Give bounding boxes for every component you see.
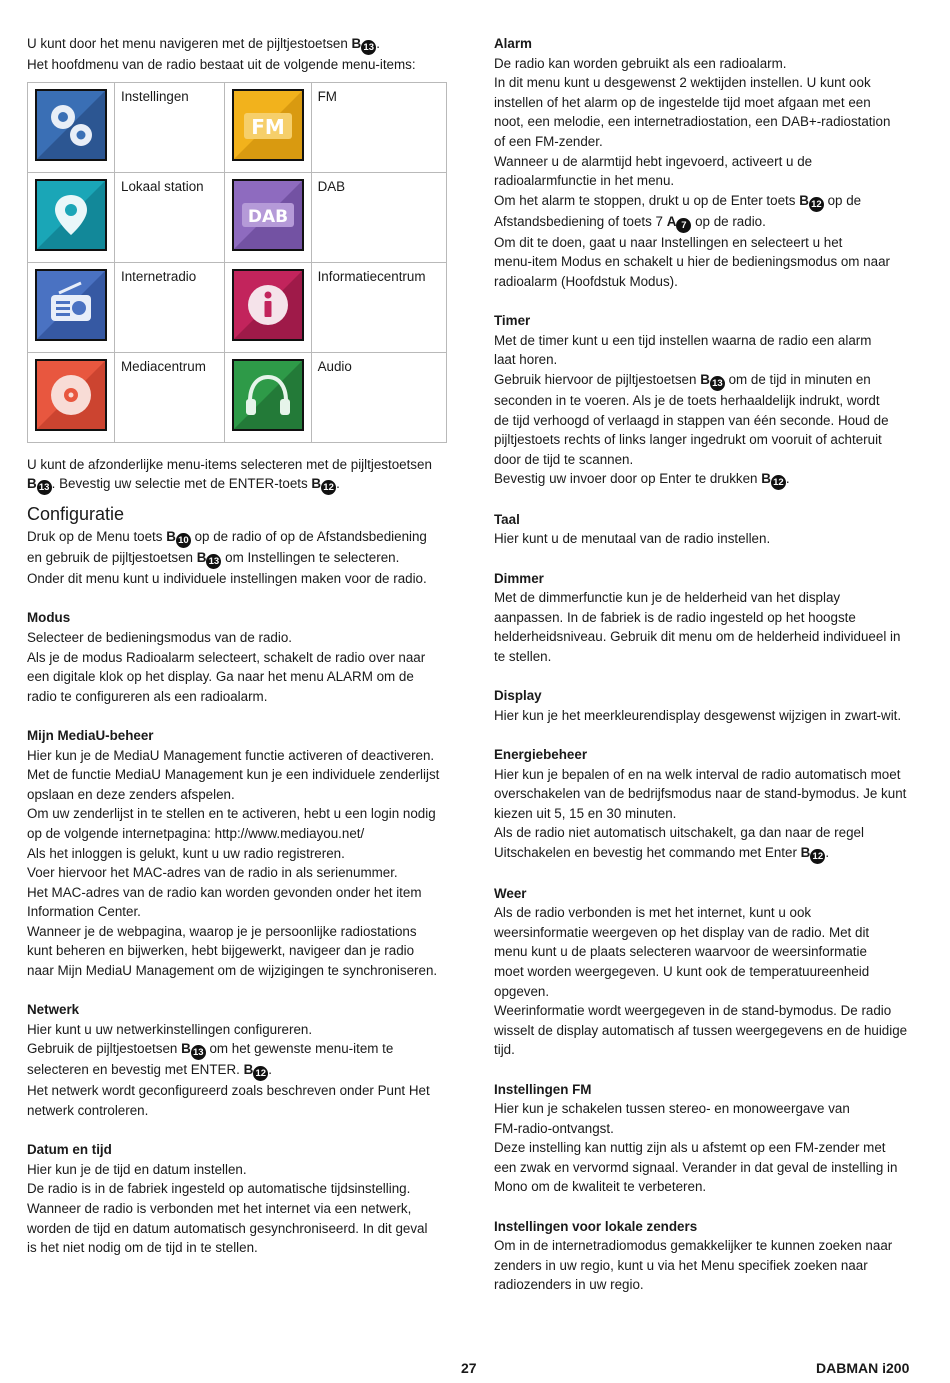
energiebeheer-line: Hier kun je bepalen of en na welk interval de radio automatisch moet bbox=[494, 766, 901, 782]
timer-line-1: Met de timer kunt u een tijd instellen waarna de radio een alarm bbox=[494, 332, 872, 348]
svg-text:FM: FM bbox=[250, 114, 285, 139]
mediau-line: Met de functie MediaU Management kun je een individuele zenderlijst bbox=[27, 767, 440, 783]
weer-line: tijd. bbox=[494, 1042, 515, 1058]
instellingen-fm-line: Hier kun je schakelen tussen stereo- en monoweergave van bbox=[494, 1101, 850, 1117]
instellingen-fm-heading: Instellingen FM bbox=[494, 1081, 592, 1097]
datum-tijd-line: is het niet nodig om de tijd in te stellen. bbox=[27, 1240, 258, 1256]
alarm-line: menu-item Modus en schakelt u hier de bedieningsmodus om naar bbox=[494, 254, 890, 270]
energiebeheer-heading: Energiebeheer bbox=[494, 747, 588, 762]
svg-text:DAB: DAB bbox=[247, 206, 288, 227]
key-13-badge: 13 bbox=[37, 480, 52, 495]
alarm-line: Wanneer u de alarmtijd hebt ingevoerd, activeert u de bbox=[494, 153, 813, 169]
menu-label-fm: FM bbox=[311, 82, 446, 172]
mediau-heading: Mijn MediaU-beheer bbox=[27, 727, 154, 743]
netwerk-line-1: Hier kunt u uw netwerkinstellingen configureren. bbox=[27, 1021, 313, 1037]
mediau-line: kunt beheren en bijwerken, hebt bijgewerkt, navigeer dan je radio bbox=[27, 943, 415, 959]
right-column bbox=[494, 34, 918, 1295]
menu-label-internetradio: Internetradio bbox=[115, 262, 225, 352]
display-heading: Display bbox=[494, 688, 542, 704]
netwerk-line-4: Het netwerk wordt geconfigureerd zoals beschreven onder Punt Het bbox=[27, 1083, 430, 1099]
weer-heading: Weer bbox=[494, 885, 527, 901]
energiebeheer-line: kiezen uit 5, 15 en 30 minuten. bbox=[494, 805, 677, 821]
radio-icon bbox=[35, 269, 107, 341]
datum-tijd-line: Hier kun je de tijd en datum instellen. bbox=[27, 1161, 247, 1177]
datum-tijd-line: Wanneer de radio is verbonden met het internet via een netwerk, bbox=[27, 1201, 412, 1216]
fm-radio-icon bbox=[232, 89, 304, 161]
instellingen-fm-line: Deze instelling kan nuttig zijn als u afstemt op een FM-zender met bbox=[494, 1140, 886, 1156]
weer-line: wisselt de display automatisch af tussen weergegevens en de huidige bbox=[494, 1022, 908, 1038]
dimmer-line: te stellen. bbox=[494, 649, 552, 665]
after-table-line-2: B 13 . Bevestig uw selectie met de ENTER-toets B 12 . bbox=[27, 476, 340, 494]
dimmer-line: helderheidsniveau. Gebruik dit menu om de helderheid individueel in bbox=[494, 629, 901, 645]
disc-icon bbox=[35, 359, 107, 431]
key-12-badge: 12 bbox=[771, 475, 786, 490]
alarm-line: noot, een melodie, een internetradiostation, een DAB+-radiostation bbox=[494, 114, 891, 130]
timer-last-line: Bevestig uw invoer door op Enter te drukken B 12 . bbox=[494, 471, 790, 489]
left-column bbox=[27, 34, 447, 1258]
weer-line: menu kunt u de plaats selecteren waarvoor de weersinformatie bbox=[494, 944, 867, 960]
key-13-badge: 13 bbox=[206, 554, 221, 569]
lokale-zenders-line: zenders in uw regio, kunt u via het Menu specifiek zoeken naar bbox=[494, 1257, 868, 1273]
alarm-stop-line-1: Om het alarm te stoppen, drukt u op de Enter toets B 12 op de bbox=[494, 192, 862, 210]
main-menu-table bbox=[27, 82, 447, 443]
key-7-badge: 7 bbox=[676, 218, 691, 233]
mediau-line: Om uw zenderlijst in te stellen en te activeren, hebt u een login nodig bbox=[27, 806, 436, 822]
dimmer-heading: Dimmer bbox=[494, 570, 544, 586]
mediau-line: Hier kun je de MediaU Management functie activeren of deactiveren. bbox=[27, 747, 435, 763]
alarm-heading: Alarm bbox=[494, 36, 532, 51]
alarm-line: radioalarmfunctie in het menu. bbox=[494, 173, 675, 189]
key-12-badge: 12 bbox=[321, 480, 336, 495]
mediau-line: Als het inloggen is gelukt, kunt u uw radio registreren. bbox=[27, 845, 345, 861]
menu-label-lokaal-station: Lokaal station bbox=[115, 172, 225, 262]
modus-line-2: Als je de modus Radioalarm selecteert, schakelt de radio over naar bbox=[27, 649, 426, 665]
lokale-zenders-line: Om in de internetradiomodus gemakkelijker te kunnen zoeken naar bbox=[494, 1238, 893, 1254]
alarm-line: of een FM-zender. bbox=[494, 133, 603, 149]
datum-tijd-heading: Datum en tijd bbox=[27, 1142, 112, 1158]
key-12-badge: 12 bbox=[809, 197, 824, 212]
intro-line-1: U kunt door het menu navigeren met de pijltjestoetsen B 13 . bbox=[27, 36, 380, 53]
menu-label-informatiecentrum: Informatiecentrum bbox=[311, 262, 446, 352]
taal-heading: Taal bbox=[494, 511, 520, 527]
menu-label-mediacentrum: Mediacentrum bbox=[115, 352, 225, 442]
mediau-line: Information Center. bbox=[27, 904, 141, 920]
timer-line: door de tijd te scannen. bbox=[494, 451, 634, 467]
lokale-zenders-line: radiozenders in uw regio. bbox=[494, 1277, 644, 1293]
dimmer-line: aanpassen. In de fabriek is de radio ingesteld op het hoogste bbox=[494, 609, 856, 625]
timer-line: seconden in te voeren. Als je de toets herhaaldelijk indrukt, wordt bbox=[494, 392, 880, 408]
netwerk-heading: Netwerk bbox=[27, 1002, 80, 1018]
timer-heading: Timer bbox=[494, 313, 531, 329]
alarm-line: radioalarm (Hoofdstuk Modus). bbox=[494, 273, 678, 289]
key-12-badge: 12 bbox=[253, 1066, 268, 1081]
intro-line-2: Het hoofdmenu van de radio bestaat uit de volgende menu-items: bbox=[27, 57, 416, 72]
dimmer-line: Met de dimmerfunctie kun je de helderheid van het display bbox=[494, 590, 841, 606]
mediau-line: Wanneer je de webpagina, waarop je je persoonlijke radiostations bbox=[27, 923, 417, 939]
energiebeheer-line: Als de radio niet automatisch uitschakelt, ga dan naar de regel bbox=[494, 825, 864, 841]
modus-line-1: Selecteer de bedieningsmodus van de radio. bbox=[27, 629, 293, 645]
weer-line: Als de radio verbonden is met het internet, kunt u ook bbox=[494, 905, 812, 921]
alarm-line: De radio kan worden gebruikt als een radioalarm. bbox=[494, 55, 787, 71]
netwerk-line-3: selecteren en bevestig met ENTER. B 12 . bbox=[27, 1062, 272, 1080]
weer-line: Weerinformatie wordt weergegeven in de stand-bymodus. De radio bbox=[494, 1003, 892, 1019]
energiebeheer-last-line: Uitschakelen en bevestig het commando met Enter B 12 . bbox=[494, 844, 830, 862]
config-line-2: en gebruik de pijltjestoetsen B 13 om Instellingen te selecteren. bbox=[27, 550, 400, 568]
config-line-1: Druk op de Menu toets B 10 op de radio of op de Afstandsbediening bbox=[27, 529, 427, 547]
modus-line-4: radio te configureren als een radioalarm. bbox=[27, 688, 268, 704]
lokale-zenders-heading: Instellingen voor lokale zenders bbox=[494, 1218, 698, 1234]
configuratie-heading: Configuratie bbox=[27, 504, 125, 525]
menu-label-audio: Audio bbox=[311, 352, 446, 442]
timer-line: de tijd verhoogd of verlaagd in stappen van één seconde. Houd de bbox=[494, 412, 889, 428]
alarm-line: In dit menu kunt u desgewenst 2 wektijden instellen. U kunt ook bbox=[494, 75, 871, 91]
netwerk-line-5: netwerk controleren. bbox=[27, 1103, 149, 1119]
modus-line-3: een digitale klok op het display. Ga naar het menu ALARM om de bbox=[27, 669, 414, 685]
mediau-line: Het MAC-adres van de radio kan worden gevonden onder het item bbox=[27, 884, 422, 900]
location-pin-icon bbox=[35, 179, 107, 251]
alarm-line: Om dit te doen, gaat u naar Instellingen en selecteert u het bbox=[494, 234, 843, 250]
datum-tijd-line: worden de tijd en datum automatisch gesynchroniseerd. In dit geval bbox=[27, 1220, 428, 1236]
weer-line: weersinformatie weergeven op het display van de radio. Met dit bbox=[494, 924, 870, 940]
timer-line: pijltjestoets rechts of links langer ingedrukt om vooruit of achteruit bbox=[494, 432, 882, 448]
instellingen-fm-line: Mono om de kwaliteit te verbeteren. bbox=[494, 1179, 707, 1195]
headphones-icon bbox=[232, 359, 304, 431]
key-12-badge: 12 bbox=[810, 849, 825, 864]
datum-tijd-line: De radio is in de fabriek ingesteld op automatische tijdsinstelling. bbox=[27, 1181, 411, 1197]
product-name: DABMAN i200 bbox=[816, 1360, 910, 1376]
key-13-badge: 13 bbox=[710, 376, 725, 391]
modus-heading: Modus bbox=[27, 610, 71, 626]
timer-line-2: laat horen. bbox=[494, 352, 558, 368]
display-line: Hier kun je het meerkleurendisplay desgewenst wijzigen in zwart-wit. bbox=[494, 707, 902, 723]
dab-icon bbox=[232, 179, 304, 251]
mediau-line: Voer hiervoor het MAC-adres van de radio in als serienummer. bbox=[27, 865, 398, 881]
timer-line-3: Gebruik hiervoor de pijltjestoetsen B 13 om de tijd in minuten en bbox=[494, 371, 871, 389]
key-10-badge: 10 bbox=[176, 533, 191, 548]
key-13-badge: 13 bbox=[191, 1045, 206, 1060]
netwerk-line-2: Gebruik de pijltjestoetsen B 13 om het gewenste menu-item te bbox=[27, 1041, 394, 1059]
key-13-badge: 13 bbox=[361, 40, 376, 55]
weer-line: moet worden weergegeven. U kunt ook de temperatuureenheid bbox=[494, 963, 870, 979]
settings-gears-icon bbox=[35, 89, 107, 161]
mediau-line: op de volgende internetpagina: http://www.mediayou.net/ bbox=[27, 825, 365, 841]
after-table-line-1: U kunt de afzonderlijke menu-items selecteren met de pijltjestoetsen bbox=[27, 456, 432, 472]
config-line-3: Onder dit menu kunt u individuele instellingen maken voor de radio. bbox=[27, 571, 427, 587]
page-number: 27 bbox=[461, 1360, 477, 1376]
menu-label-instellingen: Instellingen bbox=[115, 82, 225, 172]
alarm-line: instellen of het alarm op de ingestelde tijd moet afgaan met een bbox=[494, 94, 871, 110]
menu-label-dab: DAB bbox=[311, 172, 446, 262]
mediau-line: opslaan en deze zenders afspelen. bbox=[27, 786, 235, 802]
alarm-stop-line-2: Afstandsbediening of toets 7 A 7 op de radio. bbox=[494, 213, 766, 231]
instellingen-fm-line: FM-radio-ontvangst. bbox=[494, 1120, 614, 1136]
mediau-line: naar Mijn MediaU Management om de wijzigingen te synchroniseren. bbox=[27, 963, 438, 979]
instellingen-fm-line: een zwak en vervormd signaal. Verander in dat geval de instelling in bbox=[494, 1159, 898, 1175]
weer-line: opgeven. bbox=[494, 983, 550, 999]
energiebeheer-line: overschakelen van de bedrijfsmodus naar de stand-bymodus. Je kunt bbox=[494, 786, 907, 802]
info-icon bbox=[232, 269, 304, 341]
taal-line: Hier kunt u de menutaal van de radio instellen. bbox=[494, 531, 771, 547]
